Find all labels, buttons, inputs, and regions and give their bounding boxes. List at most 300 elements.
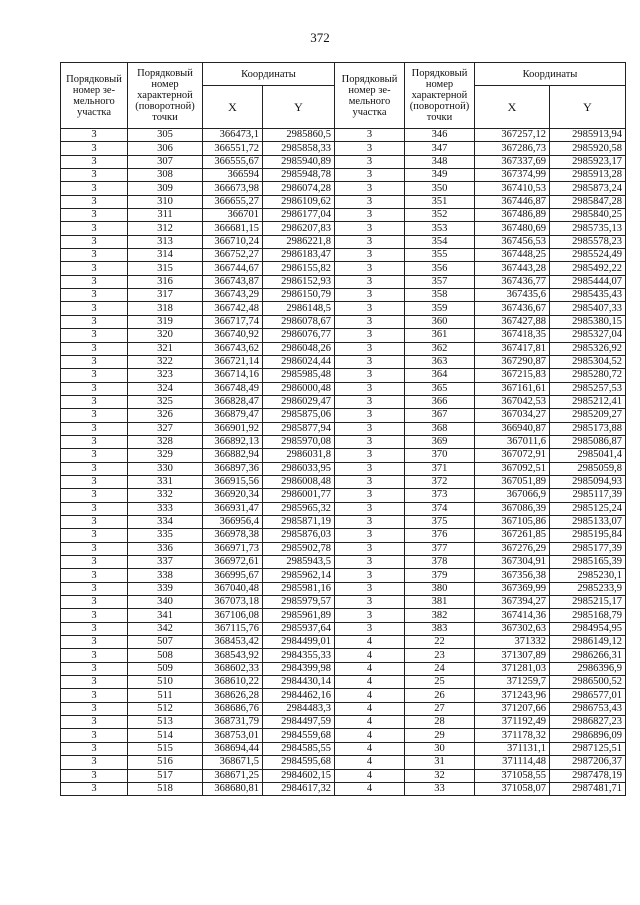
point-no-cell: 32 [405, 769, 475, 782]
parcel-no-cell: 3 [61, 729, 128, 742]
x-cell: 366931,47 [203, 502, 263, 515]
page-number: 372 [310, 30, 330, 45]
x-cell: 368731,79 [203, 716, 263, 729]
parcel-no-cell: 3 [61, 769, 128, 782]
header-parcel-no-right: Порядковый номер зе-мельного участка [335, 63, 405, 129]
parcel-no-cell: 3 [61, 262, 128, 275]
point-no-cell: 308 [128, 169, 203, 182]
x-cell: 371259,7 [475, 676, 550, 689]
x-cell: 366710,24 [203, 235, 263, 248]
parcel-no-cell: 3 [61, 782, 128, 795]
y-cell: 2986827,23 [550, 716, 626, 729]
parcel-no-cell: 4 [335, 676, 405, 689]
x-cell: 368680,81 [203, 782, 263, 795]
y-cell: 2987481,71 [550, 782, 626, 795]
parcel-no-cell: 4 [335, 716, 405, 729]
x-cell: 368753,01 [203, 729, 263, 742]
y-cell: 2985435,43 [550, 289, 626, 302]
x-cell: 367011,6 [475, 435, 550, 448]
y-cell: 2984602,15 [263, 769, 335, 782]
point-no-cell: 512 [128, 702, 203, 715]
y-cell: 2986074,28 [263, 182, 335, 195]
parcel-no-cell: 3 [335, 289, 405, 302]
table-row [61, 676, 626, 689]
y-cell: 2985059,8 [550, 462, 626, 475]
parcel-no-cell: 3 [335, 315, 405, 328]
point-no-cell: 511 [128, 689, 203, 702]
table-row [61, 222, 626, 235]
y-cell: 2984559,68 [263, 729, 335, 742]
y-cell: 2985962,14 [263, 569, 335, 582]
table-row [61, 355, 626, 368]
parcel-no-cell: 3 [335, 462, 405, 475]
y-cell: 2986896,09 [550, 729, 626, 742]
y-cell: 2984595,68 [263, 756, 335, 769]
parcel-no-cell: 3 [335, 449, 405, 462]
y-cell: 2986024,44 [263, 355, 335, 368]
parcel-no-cell: 3 [61, 622, 128, 635]
x-cell: 367066,9 [475, 489, 550, 502]
x-cell: 366920,34 [203, 489, 263, 502]
y-cell: 2985125,24 [550, 502, 626, 515]
x-cell: 367086,39 [475, 502, 550, 515]
y-cell: 2986155,82 [263, 262, 335, 275]
table-row [61, 489, 626, 502]
parcel-no-cell: 3 [61, 382, 128, 395]
point-no-cell: 315 [128, 262, 203, 275]
point-no-cell: 517 [128, 769, 203, 782]
parcel-no-cell: 3 [335, 209, 405, 222]
table-row [61, 315, 626, 328]
point-no-cell: 306 [128, 142, 203, 155]
x-cell: 366714,16 [203, 369, 263, 382]
x-cell: 368694,44 [203, 742, 263, 755]
parcel-no-cell: 3 [335, 129, 405, 142]
table-row [61, 569, 626, 582]
table-row [61, 742, 626, 755]
parcel-no-cell: 4 [335, 782, 405, 795]
x-cell: 367435,6 [475, 289, 550, 302]
header-point-no-right: Порядковый номер характерной (поворотной) точки [405, 63, 475, 129]
point-no-cell: 507 [128, 636, 203, 649]
point-no-cell: 318 [128, 302, 203, 315]
y-cell: 2986221,8 [263, 235, 335, 248]
table-row [61, 649, 626, 662]
point-no-cell: 374 [405, 502, 475, 515]
point-no-cell: 330 [128, 462, 203, 475]
x-cell: 366892,13 [203, 435, 263, 448]
y-cell: 2986008,48 [263, 475, 335, 488]
x-cell: 371243,96 [475, 689, 550, 702]
x-cell: 366743,87 [203, 275, 263, 288]
table-row [61, 769, 626, 782]
parcel-no-cell: 3 [61, 275, 128, 288]
point-no-cell: 321 [128, 342, 203, 355]
x-cell: 367456,53 [475, 235, 550, 248]
point-no-cell: 372 [405, 475, 475, 488]
point-no-cell: 518 [128, 782, 203, 795]
header-parcel-no-left: Порядковый номер зе-мельного участка [61, 63, 128, 129]
point-no-cell: 359 [405, 302, 475, 315]
x-cell: 371058,07 [475, 782, 550, 795]
point-no-cell: 305 [128, 129, 203, 142]
y-cell: 2985168,79 [550, 609, 626, 622]
y-cell: 2986109,62 [263, 195, 335, 208]
x-cell: 367302,63 [475, 622, 550, 635]
y-cell: 2985735,13 [550, 222, 626, 235]
x-cell: 366681,15 [203, 222, 263, 235]
parcel-no-cell: 3 [61, 222, 128, 235]
y-cell: 2985233,9 [550, 582, 626, 595]
y-cell: 2986000,48 [263, 382, 335, 395]
x-cell: 366743,29 [203, 289, 263, 302]
x-cell: 366828,47 [203, 395, 263, 408]
parcel-no-cell: 3 [335, 569, 405, 582]
point-no-cell: 351 [405, 195, 475, 208]
x-cell: 366940,87 [475, 422, 550, 435]
y-cell: 2985209,27 [550, 409, 626, 422]
x-cell: 371207,66 [475, 702, 550, 715]
x-cell: 366740,92 [203, 329, 263, 342]
parcel-no-cell: 4 [335, 769, 405, 782]
x-cell: 367276,29 [475, 542, 550, 555]
y-cell: 2985327,04 [550, 329, 626, 342]
point-no-cell: 366 [405, 395, 475, 408]
y-cell: 2985981,16 [263, 582, 335, 595]
point-no-cell: 377 [405, 542, 475, 555]
y-cell: 2986177,04 [263, 209, 335, 222]
parcel-no-cell: 3 [335, 169, 405, 182]
x-cell: 367443,28 [475, 262, 550, 275]
y-cell: 2985165,39 [550, 556, 626, 569]
x-cell: 366879,47 [203, 409, 263, 422]
y-cell: 2986396,9 [550, 662, 626, 675]
point-no-cell: 357 [405, 275, 475, 288]
x-cell: 371281,03 [475, 662, 550, 675]
header-point-no-left: Порядковый номер характерной (поворотной) точки [128, 63, 203, 129]
y-cell: 2984617,32 [263, 782, 335, 795]
y-cell: 2985920,58 [550, 142, 626, 155]
coordinates-table [60, 62, 626, 796]
y-cell: 2985195,84 [550, 529, 626, 542]
x-cell: 367448,25 [475, 249, 550, 262]
y-cell: 2985086,87 [550, 435, 626, 448]
point-no-cell: 333 [128, 502, 203, 515]
point-no-cell: 510 [128, 676, 203, 689]
parcel-no-cell: 4 [335, 729, 405, 742]
point-no-cell: 383 [405, 622, 475, 635]
y-cell: 2985444,07 [550, 275, 626, 288]
y-cell: 2985873,24 [550, 182, 626, 195]
table-row [61, 129, 626, 142]
x-cell: 367480,69 [475, 222, 550, 235]
table-row [61, 515, 626, 528]
parcel-no-cell: 3 [335, 275, 405, 288]
y-cell: 2986150,79 [263, 289, 335, 302]
x-cell: 367106,08 [203, 609, 263, 622]
y-cell: 2986048,26 [263, 342, 335, 355]
point-no-cell: 337 [128, 556, 203, 569]
x-cell: 366742,48 [203, 302, 263, 315]
y-cell: 2985257,53 [550, 382, 626, 395]
x-cell: 367417,81 [475, 342, 550, 355]
y-cell: 2984483,3 [263, 702, 335, 715]
x-cell: 367215,83 [475, 369, 550, 382]
y-cell: 2985578,23 [550, 235, 626, 248]
x-cell: 367427,88 [475, 315, 550, 328]
point-no-cell: 327 [128, 422, 203, 435]
parcel-no-cell: 3 [61, 209, 128, 222]
point-no-cell: 382 [405, 609, 475, 622]
parcel-no-cell: 3 [335, 596, 405, 609]
point-no-cell: 320 [128, 329, 203, 342]
point-no-cell: 324 [128, 382, 203, 395]
parcel-no-cell: 3 [61, 756, 128, 769]
point-no-cell: 340 [128, 596, 203, 609]
table-row [61, 782, 626, 795]
y-cell: 2986078,67 [263, 315, 335, 328]
parcel-no-cell: 3 [61, 235, 128, 248]
point-no-cell: 319 [128, 315, 203, 328]
parcel-no-cell: 3 [335, 355, 405, 368]
x-cell: 366901,92 [203, 422, 263, 435]
y-cell: 2986152,93 [263, 275, 335, 288]
header-coordinates-left: Координаты [203, 63, 335, 86]
parcel-no-cell: 3 [61, 315, 128, 328]
parcel-no-cell: 3 [335, 262, 405, 275]
x-cell: 366655,27 [203, 195, 263, 208]
table-row [61, 556, 626, 569]
point-no-cell: 509 [128, 662, 203, 675]
parcel-no-cell: 3 [335, 475, 405, 488]
parcel-no-cell: 3 [335, 182, 405, 195]
y-cell: 2985304,52 [550, 355, 626, 368]
x-cell: 366971,73 [203, 542, 263, 555]
x-cell: 366897,36 [203, 462, 263, 475]
table-row [61, 409, 626, 422]
table-row [61, 689, 626, 702]
x-cell: 368686,76 [203, 702, 263, 715]
x-cell: 366717,74 [203, 315, 263, 328]
parcel-no-cell: 3 [335, 249, 405, 262]
y-cell: 2984355,33 [263, 649, 335, 662]
point-no-cell: 334 [128, 515, 203, 528]
y-cell: 2985230,1 [550, 569, 626, 582]
parcel-no-cell: 3 [61, 355, 128, 368]
parcel-no-cell: 3 [61, 182, 128, 195]
header-y-left: Y [263, 86, 335, 129]
parcel-no-cell: 3 [61, 302, 128, 315]
point-no-cell: 346 [405, 129, 475, 142]
x-cell: 367072,91 [475, 449, 550, 462]
table-row [61, 662, 626, 675]
x-cell: 367040,48 [203, 582, 263, 595]
y-cell: 2985117,39 [550, 489, 626, 502]
point-no-cell: 373 [405, 489, 475, 502]
table-row [61, 422, 626, 435]
x-cell: 366555,67 [203, 155, 263, 168]
y-cell: 2985979,57 [263, 596, 335, 609]
parcel-no-cell: 3 [61, 449, 128, 462]
x-cell: 367304,91 [475, 556, 550, 569]
parcel-no-cell: 3 [61, 542, 128, 555]
parcel-no-cell: 3 [335, 435, 405, 448]
point-no-cell: 338 [128, 569, 203, 582]
table-row [61, 342, 626, 355]
table-row [61, 329, 626, 342]
parcel-no-cell: 3 [335, 542, 405, 555]
x-cell: 367115,76 [203, 622, 263, 635]
y-cell: 2986753,43 [550, 702, 626, 715]
y-cell: 2984430,14 [263, 676, 335, 689]
x-cell: 367051,89 [475, 475, 550, 488]
point-no-cell: 317 [128, 289, 203, 302]
parcel-no-cell: 3 [335, 556, 405, 569]
x-cell: 366978,38 [203, 529, 263, 542]
parcel-no-cell: 4 [335, 742, 405, 755]
x-cell: 371131,1 [475, 742, 550, 755]
x-cell: 366744,67 [203, 262, 263, 275]
point-no-cell: 342 [128, 622, 203, 635]
table-row [61, 435, 626, 448]
table-row [61, 249, 626, 262]
parcel-no-cell: 3 [61, 596, 128, 609]
y-cell: 2984954,95 [550, 622, 626, 635]
point-no-cell: 311 [128, 209, 203, 222]
x-cell: 366594 [203, 169, 263, 182]
parcel-no-cell: 3 [335, 515, 405, 528]
parcel-no-cell: 3 [335, 395, 405, 408]
x-cell: 366473,1 [203, 129, 263, 142]
x-cell: 367261,85 [475, 529, 550, 542]
table-row [61, 235, 626, 248]
y-cell: 2985492,22 [550, 262, 626, 275]
parcel-no-cell: 3 [61, 129, 128, 142]
point-no-cell: 31 [405, 756, 475, 769]
y-cell: 2986001,77 [263, 489, 335, 502]
point-no-cell: 514 [128, 729, 203, 742]
y-cell: 2985937,64 [263, 622, 335, 635]
y-cell: 2985940,89 [263, 155, 335, 168]
parcel-no-cell: 3 [335, 382, 405, 395]
y-cell: 2985860,5 [263, 129, 335, 142]
parcel-no-cell: 3 [335, 222, 405, 235]
parcel-no-cell: 3 [61, 716, 128, 729]
y-cell: 2985913,94 [550, 129, 626, 142]
table-body [61, 129, 626, 796]
y-cell: 2987478,19 [550, 769, 626, 782]
point-no-cell: 329 [128, 449, 203, 462]
parcel-no-cell: 3 [61, 369, 128, 382]
point-no-cell: 336 [128, 542, 203, 555]
point-no-cell: 307 [128, 155, 203, 168]
x-cell: 368610,22 [203, 676, 263, 689]
x-cell: 366673,98 [203, 182, 263, 195]
parcel-no-cell: 3 [61, 169, 128, 182]
x-cell: 371307,89 [475, 649, 550, 662]
parcel-no-cell: 4 [335, 662, 405, 675]
y-cell: 2985407,33 [550, 302, 626, 315]
parcel-no-cell: 3 [335, 489, 405, 502]
point-no-cell: 362 [405, 342, 475, 355]
x-cell: 367394,27 [475, 596, 550, 609]
parcel-no-cell: 3 [61, 502, 128, 515]
table-row [61, 716, 626, 729]
point-no-cell: 513 [128, 716, 203, 729]
table-row [61, 475, 626, 488]
point-no-cell: 364 [405, 369, 475, 382]
point-no-cell: 313 [128, 235, 203, 248]
point-no-cell: 363 [405, 355, 475, 368]
point-no-cell: 328 [128, 435, 203, 448]
y-cell: 2986148,5 [263, 302, 335, 315]
parcel-no-cell: 3 [61, 609, 128, 622]
x-cell: 366701 [203, 209, 263, 222]
table-row [61, 395, 626, 408]
point-no-cell: 349 [405, 169, 475, 182]
y-cell: 2984497,59 [263, 716, 335, 729]
y-cell: 2985840,25 [550, 209, 626, 222]
x-cell: 368671,25 [203, 769, 263, 782]
x-cell: 367410,53 [475, 182, 550, 195]
x-cell: 366752,27 [203, 249, 263, 262]
x-cell: 367446,87 [475, 195, 550, 208]
x-cell: 367369,99 [475, 582, 550, 595]
table-row [61, 756, 626, 769]
table-row [61, 209, 626, 222]
y-cell: 2985041,4 [550, 449, 626, 462]
table-row [61, 289, 626, 302]
parcel-no-cell: 3 [61, 289, 128, 302]
parcel-no-cell: 3 [335, 582, 405, 595]
parcel-no-cell: 4 [335, 689, 405, 702]
parcel-no-cell: 3 [335, 502, 405, 515]
x-cell: 367286,73 [475, 142, 550, 155]
parcel-no-cell: 3 [335, 342, 405, 355]
x-cell: 367414,36 [475, 609, 550, 622]
y-cell: 2985380,15 [550, 315, 626, 328]
x-cell: 368543,92 [203, 649, 263, 662]
parcel-no-cell: 3 [335, 195, 405, 208]
x-cell: 367092,51 [475, 462, 550, 475]
table-row [61, 142, 626, 155]
point-no-cell: 331 [128, 475, 203, 488]
parcel-no-cell: 4 [335, 756, 405, 769]
point-no-cell: 376 [405, 529, 475, 542]
parcel-no-cell: 3 [61, 689, 128, 702]
parcel-no-cell: 3 [335, 142, 405, 155]
y-cell: 2985177,39 [550, 542, 626, 555]
table-row [61, 275, 626, 288]
y-cell: 2985876,03 [263, 529, 335, 542]
parcel-no-cell: 3 [335, 422, 405, 435]
parcel-no-cell: 3 [335, 609, 405, 622]
table-row [61, 622, 626, 635]
parcel-no-cell: 4 [335, 636, 405, 649]
y-cell: 2985948,78 [263, 169, 335, 182]
point-no-cell: 371 [405, 462, 475, 475]
point-no-cell: 309 [128, 182, 203, 195]
y-cell: 2985877,94 [263, 422, 335, 435]
table-row [61, 195, 626, 208]
y-cell: 2986266,31 [550, 649, 626, 662]
point-no-cell: 353 [405, 222, 475, 235]
point-no-cell: 312 [128, 222, 203, 235]
x-cell: 366882,94 [203, 449, 263, 462]
x-cell: 366743,62 [203, 342, 263, 355]
x-cell: 366956,4 [203, 515, 263, 528]
x-cell: 366721,14 [203, 355, 263, 368]
